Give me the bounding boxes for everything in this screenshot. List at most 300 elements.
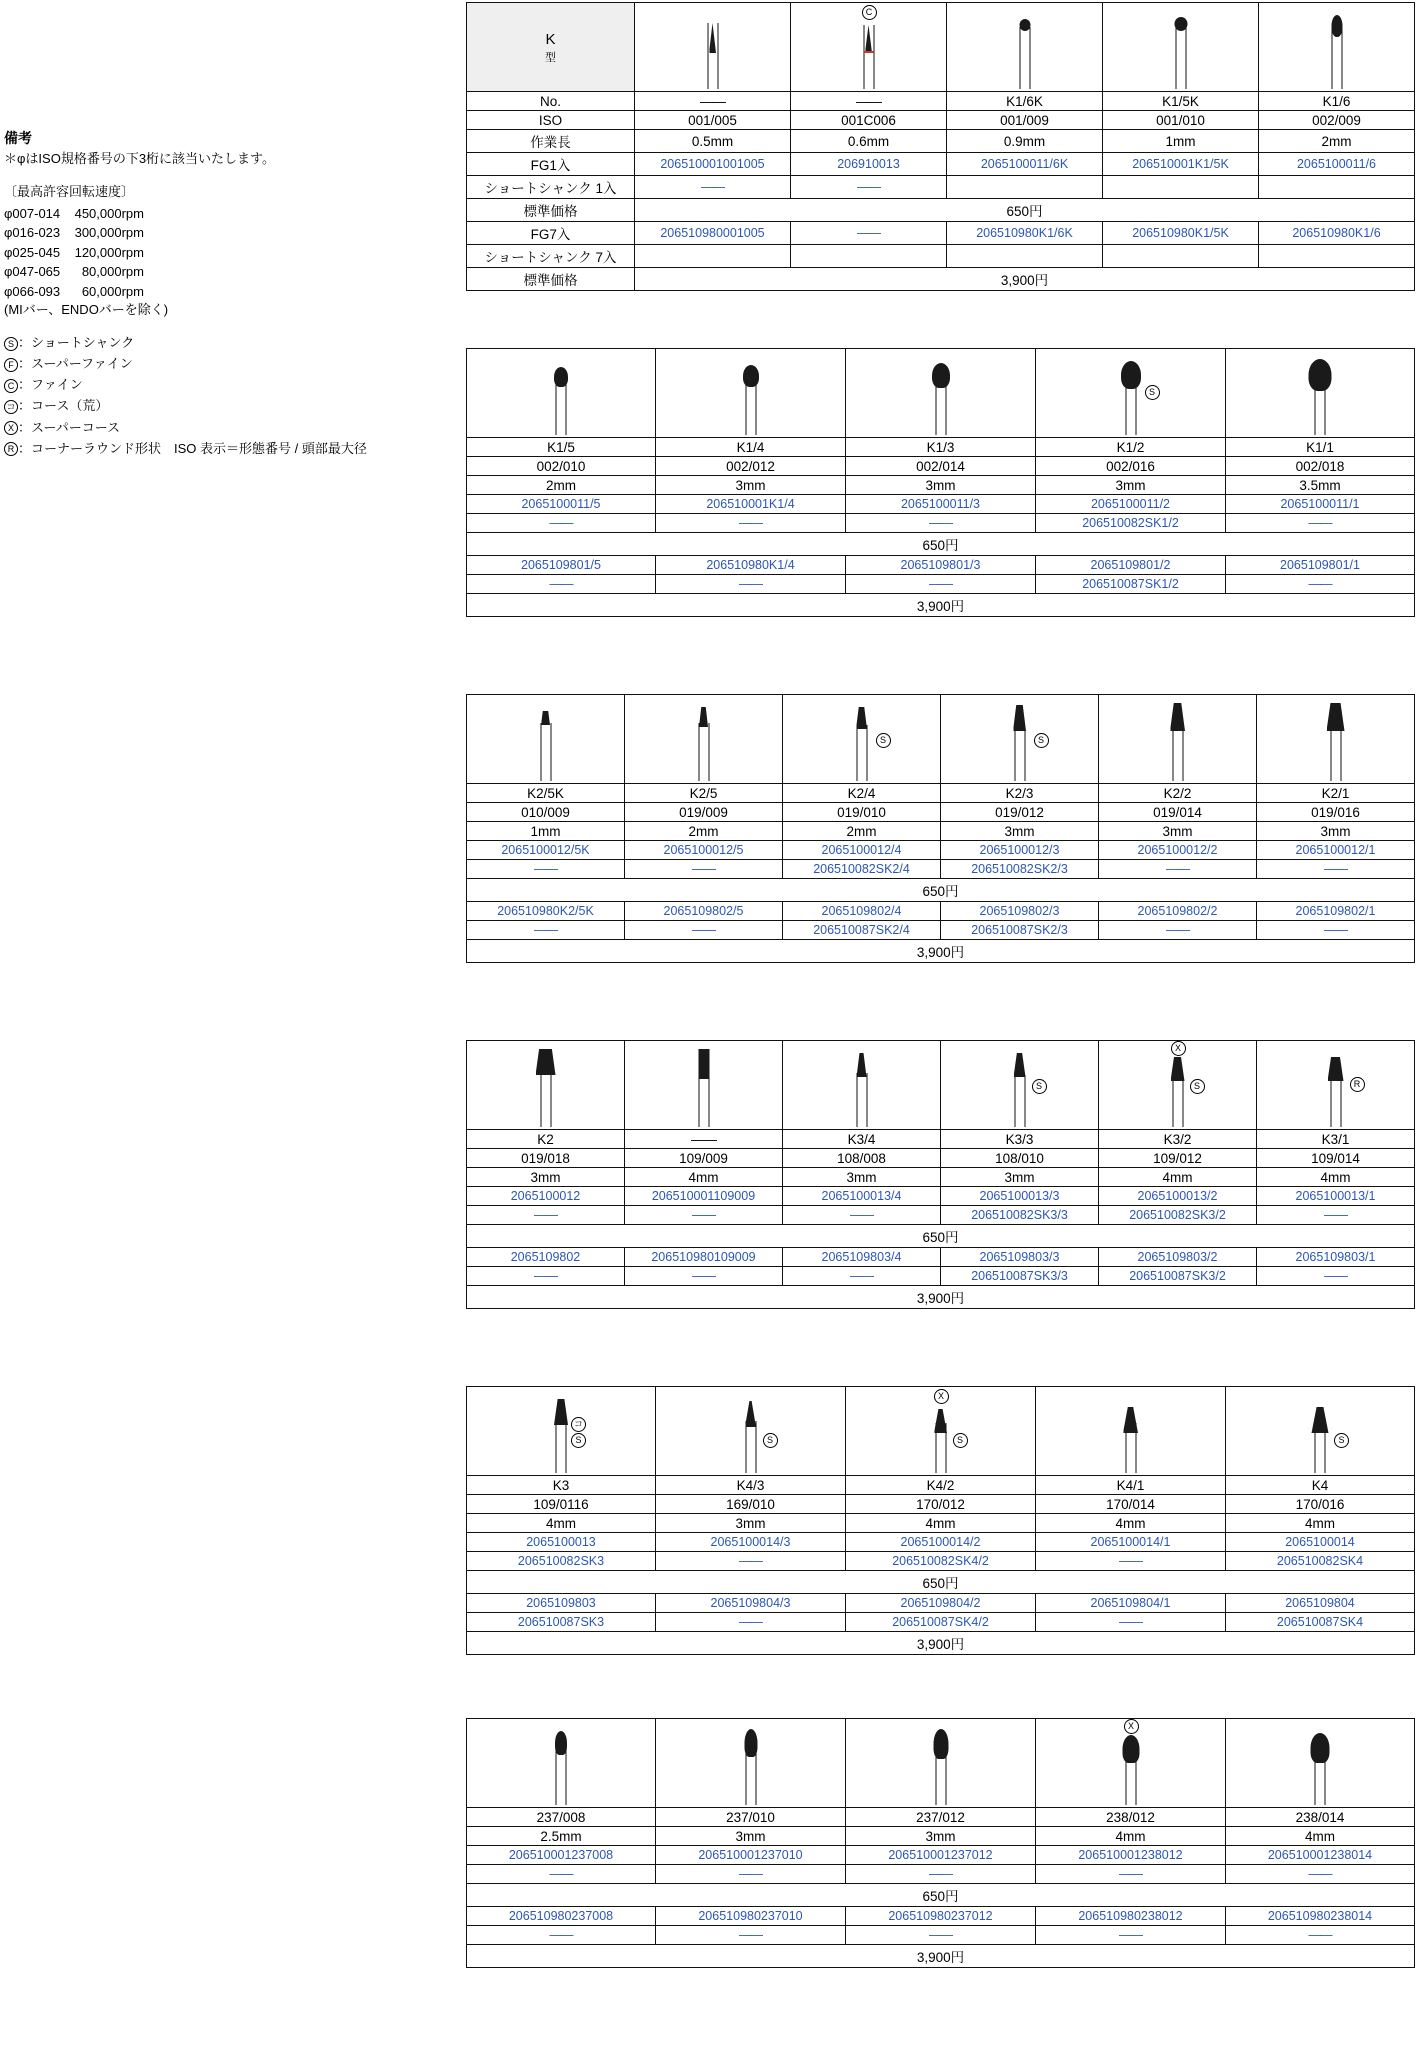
bur-image — [467, 695, 625, 784]
bur-image — [1226, 1719, 1415, 1808]
cell-code: —— — [791, 176, 947, 199]
table-k1-series — [466, 348, 1415, 617]
cell-iso: 237/010 — [656, 1808, 846, 1827]
short-shank-icon: S — [1032, 1079, 1047, 1094]
cell-iso: 109/0116 — [467, 1495, 656, 1514]
coarse-icon: コ — [571, 1417, 586, 1432]
cell-code[interactable]: 2065109802 — [467, 1248, 625, 1267]
cell-code[interactable]: 2065100014 — [1226, 1533, 1415, 1552]
cell-iso: 001/010 — [1103, 111, 1259, 130]
cell-code[interactable]: 206510001237010 — [656, 1846, 846, 1865]
cell-code[interactable]: 206510001238012 — [1036, 1846, 1226, 1865]
cell-length: 2mm — [783, 822, 941, 841]
row-label-iso: ISO — [467, 111, 635, 130]
cell-code[interactable]: 206510980K1/4 — [656, 556, 846, 575]
cell-iso: 002/010 — [467, 457, 656, 476]
speed-rpm-2: 120,000rpm — [74, 244, 144, 260]
cell-length: 2mm — [467, 476, 656, 495]
cell-no: K2/5 — [625, 784, 783, 803]
cell-code[interactable]: 2065100012/4 — [783, 841, 941, 860]
cell-code[interactable]: 206510087SK3/3 — [941, 1267, 1099, 1286]
cell-code[interactable]: 206510980238014 — [1226, 1907, 1415, 1926]
short-shank-icon: S — [876, 733, 891, 748]
short-shank-icon: S — [1145, 385, 1160, 400]
cell-code: —— — [783, 1267, 941, 1286]
price-3900: 3,900円 — [467, 1286, 1415, 1309]
cell-code[interactable]: 206910013 — [791, 153, 947, 176]
cell-empty — [1259, 245, 1415, 268]
cell-code[interactable]: 2065109803 — [467, 1594, 656, 1613]
cell-code[interactable]: 206510980238012 — [1036, 1907, 1226, 1926]
corner-round-icon: R — [4, 442, 18, 456]
cell-code[interactable]: 206510001001005 — [635, 153, 791, 176]
cell-code: —— — [783, 1206, 941, 1225]
price-3900: 3,900円 — [467, 1945, 1415, 1968]
speed-rpm-0: 450,000rpm — [74, 205, 144, 221]
cell-code[interactable]: 206510087SK3/2 — [1099, 1267, 1257, 1286]
fine-icon: C — [4, 379, 18, 393]
cell-code: —— — [1036, 1552, 1226, 1571]
cell-no: K3/1 — [1257, 1130, 1415, 1149]
cell-code[interactable]: 2065109801/3 — [846, 556, 1036, 575]
row-label-fg1: FG1入 — [467, 153, 635, 176]
cell-no: K3/2 — [1099, 1130, 1257, 1149]
short-shank-icon: S — [1190, 1079, 1205, 1094]
cell-iso: 170/012 — [846, 1495, 1036, 1514]
cell-code[interactable]: 2065100011/6 — [1259, 153, 1415, 176]
supercoarse-icon: X — [934, 1389, 949, 1404]
cell-code: —— — [1257, 1206, 1415, 1225]
cell-no: K4/1 — [1036, 1476, 1226, 1495]
cell-length: 3mm — [1257, 822, 1415, 841]
cell-no: K2/1 — [1257, 784, 1415, 803]
cell-code[interactable]: 2065100012/3 — [941, 841, 1099, 860]
bur-image — [941, 1041, 1099, 1130]
cell-code[interactable]: 2065100011/2 — [1036, 495, 1226, 514]
cell-iso: 010/009 — [467, 803, 625, 822]
cell-iso: 001/005 — [635, 111, 791, 130]
cell-length: 4mm — [1036, 1514, 1226, 1533]
speed-range-4: φ066-093 — [4, 283, 61, 299]
cell-length: 2mm — [1259, 130, 1415, 153]
cell-code[interactable]: 2065109803/3 — [941, 1248, 1099, 1267]
cell-iso: 002/018 — [1226, 457, 1415, 476]
cell-no: K2/2 — [1099, 784, 1257, 803]
legend-item-corner-round: R ：コーナーラウンド形状 ISO 表示＝形態番号 / 頭部最大径 — [4, 438, 344, 459]
table-k3-series — [466, 1040, 1415, 1309]
cell-code: —— — [467, 1926, 656, 1945]
table-237-238-series — [466, 1718, 1415, 1968]
bur-image — [1036, 1719, 1226, 1808]
cell-iso: 170/014 — [1036, 1495, 1226, 1514]
bur-image — [625, 1041, 783, 1130]
cell-length: 3mm — [783, 1168, 941, 1187]
cell-length: 3mm — [846, 476, 1036, 495]
cell-code[interactable]: 2065100013 — [467, 1533, 656, 1552]
cell-code: —— — [656, 1926, 846, 1945]
cell-code[interactable]: 2065109802/5 — [625, 902, 783, 921]
cell-no: K1/6 — [1259, 92, 1415, 111]
cell-code[interactable]: 206510087SK2/4 — [783, 921, 941, 940]
bur-image — [656, 1387, 846, 1476]
cell-no: K2/5K — [467, 784, 625, 803]
cell-code[interactable]: 206510082SK2/3 — [941, 860, 1099, 879]
supercoarse-icon: X — [1124, 1719, 1139, 1734]
cell-length: 4mm — [1226, 1514, 1415, 1533]
price-3900: 3,900円 — [467, 594, 1415, 617]
cell-code[interactable]: 206510082SK4/2 — [846, 1552, 1036, 1571]
cell-code[interactable]: 2065100014/2 — [846, 1533, 1036, 1552]
price-650: 650円 — [467, 1225, 1415, 1248]
notes-title: 備考 — [4, 130, 32, 146]
cell-empty — [1103, 176, 1259, 199]
price-650: 650円 — [467, 1884, 1415, 1907]
cell-code[interactable]: 2065100013/2 — [1099, 1187, 1257, 1206]
cell-no: K2 — [467, 1130, 625, 1149]
short-shank-icon: S — [4, 337, 18, 351]
cell-code: —— — [625, 860, 783, 879]
cell-code: —— — [1226, 575, 1415, 594]
cell-code: —— — [846, 575, 1036, 594]
cell-code[interactable]: 206510001237008 — [467, 1846, 656, 1865]
cell-code[interactable]: 206510980K1/6 — [1259, 222, 1415, 245]
cell-code: —— — [846, 1926, 1036, 1945]
price-3900: 3,900円 — [467, 940, 1415, 963]
speed-rpm-3: 80,000rpm — [81, 264, 144, 280]
cell-iso: 238/012 — [1036, 1808, 1226, 1827]
header-k-type: K 型 — [467, 3, 635, 92]
bur-image — [1099, 1041, 1257, 1130]
cell-code[interactable]: 206510980237010 — [656, 1907, 846, 1926]
speed-rpm-4: 60,000rpm — [81, 283, 144, 299]
table-k-series-1 — [466, 2, 1415, 291]
cell-code[interactable]: 206510980K2/5K — [467, 902, 625, 921]
cell-code[interactable]: 206510001K1/5K — [1103, 153, 1259, 176]
cell-empty — [791, 245, 947, 268]
row-label-shortshank7: ショートシャンク 7入 — [467, 245, 635, 268]
bur-image — [1259, 3, 1415, 92]
cell-code: —— — [1099, 921, 1257, 940]
cell-length: 3mm — [1099, 822, 1257, 841]
cell-code: —— — [467, 921, 625, 940]
cell-length: 3mm — [941, 822, 1099, 841]
cell-code[interactable]: 2065100014/3 — [656, 1533, 846, 1552]
cell-code: —— — [467, 1865, 656, 1884]
cell-iso: 019/009 — [625, 803, 783, 822]
cell-code: —— — [791, 222, 947, 245]
cell-length: 1mm — [1103, 130, 1259, 153]
price-3900: 3,900円 — [467, 1632, 1415, 1655]
cell-code: —— — [656, 575, 846, 594]
iso-note: ＊φはISO規格番号の下3桁に該当いたします。 — [4, 151, 276, 167]
cell-length: 4mm — [625, 1168, 783, 1187]
cell-iso: 170/016 — [1226, 1495, 1415, 1514]
fine-icon: C — [862, 5, 877, 20]
cell-code: —— — [467, 514, 656, 533]
legend-item-superfine: F ：スーパーファイン — [4, 353, 344, 374]
cell-no: K2/3 — [941, 784, 1099, 803]
cell-length: 0.6mm — [791, 130, 947, 153]
cell-code[interactable]: 206510980237012 — [846, 1907, 1036, 1926]
cell-iso: 109/012 — [1099, 1149, 1257, 1168]
row-label-price: 標準価格 — [467, 199, 635, 222]
legend-item-fine: C ：ファイン — [4, 374, 344, 395]
cell-no: K1/2 — [1036, 438, 1226, 457]
cell-length: 2.5mm — [467, 1827, 656, 1846]
cell-code[interactable]: 206510087SK4 — [1226, 1613, 1415, 1632]
cell-empty — [947, 245, 1103, 268]
cell-code[interactable]: 2065100014/1 — [1036, 1533, 1226, 1552]
cell-no: —— — [635, 92, 791, 111]
bur-image — [467, 1041, 625, 1130]
speed-rpm-1: 300,000rpm — [74, 225, 144, 241]
cell-code: —— — [1257, 860, 1415, 879]
cell-code[interactable]: 2065109801/2 — [1036, 556, 1226, 575]
cell-code[interactable]: 206510980K1/5K — [1103, 222, 1259, 245]
cell-code: —— — [467, 1206, 625, 1225]
cell-length: 4mm — [1257, 1168, 1415, 1187]
cell-code: —— — [625, 1267, 783, 1286]
cell-no: —— — [791, 92, 947, 111]
bur-image — [846, 1387, 1036, 1476]
cell-code: —— — [656, 514, 846, 533]
cell-iso: 237/008 — [467, 1808, 656, 1827]
cell-no: K1/6K — [947, 92, 1103, 111]
cell-code[interactable]: 2065109804/2 — [846, 1594, 1036, 1613]
superfine-icon: F — [4, 358, 18, 372]
cell-code[interactable]: 206510087SK2/3 — [941, 921, 1099, 940]
bur-image — [783, 1041, 941, 1130]
cell-code[interactable]: 206510087SK3 — [467, 1613, 656, 1632]
cell-iso: 002/014 — [846, 457, 1036, 476]
cell-code[interactable]: 206510001K1/4 — [656, 495, 846, 514]
short-shank-icon: S — [763, 1433, 778, 1448]
cell-code[interactable]: 2065109803/2 — [1099, 1248, 1257, 1267]
cell-code[interactable]: 206510082SK3/3 — [941, 1206, 1099, 1225]
cell-iso: 019/014 — [1099, 803, 1257, 822]
cell-length: 1mm — [467, 822, 625, 841]
supercoarse-icon: X — [4, 421, 18, 435]
cell-code[interactable]: 206510082SK4 — [1226, 1552, 1415, 1571]
cell-no: K3/3 — [941, 1130, 1099, 1149]
cell-iso: 019/016 — [1257, 803, 1415, 822]
bur-image — [947, 3, 1103, 92]
cell-code[interactable]: 2065100012 — [467, 1187, 625, 1206]
cell-code[interactable]: 2065109801/1 — [1226, 556, 1415, 575]
cell-code[interactable]: 2065109802/2 — [1099, 902, 1257, 921]
cell-no: K1/5K — [1103, 92, 1259, 111]
cell-code[interactable]: 206510087SK1/2 — [1036, 575, 1226, 594]
table-k4-series — [466, 1386, 1415, 1655]
cell-code[interactable]: 2065100012/2 — [1099, 841, 1257, 860]
cell-code[interactable]: 2065109803/4 — [783, 1248, 941, 1267]
cell-iso: 019/012 — [941, 803, 1099, 822]
cell-code: —— — [1099, 860, 1257, 879]
cell-code[interactable]: 2065109802/4 — [783, 902, 941, 921]
cell-code[interactable]: 2065109803/1 — [1257, 1248, 1415, 1267]
cell-length: 2mm — [625, 822, 783, 841]
cell-no: K4 — [1226, 1476, 1415, 1495]
cell-length: 0.5mm — [635, 130, 791, 153]
cell-code[interactable]: 2065100012/5K — [467, 841, 625, 860]
cell-iso: 109/014 — [1257, 1149, 1415, 1168]
row-label-shortshank1: ショートシャンク 1入 — [467, 176, 635, 199]
cell-code: —— — [846, 1865, 1036, 1884]
speed-range-3: φ047-065 — [4, 264, 61, 280]
table-k2-series — [466, 694, 1415, 963]
cell-code: —— — [1226, 1926, 1415, 1945]
legend-item-coarse: コ ：コース（荒） — [4, 395, 344, 416]
cell-code[interactable]: 2065100013/3 — [941, 1187, 1099, 1206]
cell-empty — [1103, 245, 1259, 268]
cell-no: K4/2 — [846, 1476, 1036, 1495]
cell-code[interactable]: 206510980001005 — [635, 222, 791, 245]
cell-code[interactable]: 2065100013/1 — [1257, 1187, 1415, 1206]
cell-iso: 002/012 — [656, 457, 846, 476]
row-label-no: No. — [467, 92, 635, 111]
bur-image — [783, 695, 941, 784]
cell-code: —— — [1036, 1613, 1226, 1632]
cell-code[interactable]: 206510001238014 — [1226, 1846, 1415, 1865]
cell-code: —— — [467, 860, 625, 879]
bur-image — [1226, 349, 1415, 438]
cell-code[interactable]: 206510001237012 — [846, 1846, 1036, 1865]
legend-item-supercoarse: X ：スーパーコース — [4, 417, 344, 438]
legend-item-short-shank: S ：ショートシャンク — [4, 332, 344, 353]
cell-code[interactable]: 206510980109009 — [625, 1248, 783, 1267]
price-650: 650円 — [467, 533, 1415, 556]
cell-code[interactable]: 206510082SK2/4 — [783, 860, 941, 879]
cell-code: —— — [635, 176, 791, 199]
cell-iso: 108/010 — [941, 1149, 1099, 1168]
cell-code[interactable]: 206510980K1/6K — [947, 222, 1103, 245]
cell-no: K2/4 — [783, 784, 941, 803]
bur-image — [1226, 1387, 1415, 1476]
cell-length: 3mm — [941, 1168, 1099, 1187]
cell-code[interactable]: 2065100012/5 — [625, 841, 783, 860]
cell-iso: 108/008 — [783, 1149, 941, 1168]
corner-round-icon: R — [1350, 1077, 1365, 1092]
cell-code[interactable]: 206510001109009 — [625, 1187, 783, 1206]
cell-length: 4mm — [1036, 1827, 1226, 1846]
row-label-worklength: 作業長 — [467, 130, 635, 153]
cell-empty — [947, 176, 1103, 199]
bur-image — [625, 695, 783, 784]
bur-image — [1257, 1041, 1415, 1130]
short-shank-icon: S — [571, 1433, 586, 1448]
cell-iso: 001/009 — [947, 111, 1103, 130]
short-shank-icon: S — [1334, 1433, 1349, 1448]
price-650: 650円 — [467, 1571, 1415, 1594]
cell-empty — [635, 245, 791, 268]
speed-range-1: φ016-023 — [4, 225, 61, 241]
cell-length: 3mm — [656, 1827, 846, 1846]
cell-length: 4mm — [846, 1514, 1036, 1533]
cell-code: —— — [656, 1865, 846, 1884]
speed-range-2: φ025-045 — [4, 244, 61, 260]
cell-length: 4mm — [1099, 1168, 1257, 1187]
cell-code: —— — [1226, 514, 1415, 533]
cell-code[interactable]: 206510082SK3/2 — [1099, 1206, 1257, 1225]
cell-code[interactable]: 2065109804/3 — [656, 1594, 846, 1613]
cell-no: K1/4 — [656, 438, 846, 457]
cell-iso: 002/009 — [1259, 111, 1415, 130]
cell-code: —— — [625, 1206, 783, 1225]
bur-image — [1036, 1387, 1226, 1476]
exclusion-note: (MIバー、ENDOバーを除く) — [4, 302, 169, 318]
bur-image — [941, 695, 1099, 784]
bur-image — [467, 349, 656, 438]
cell-length: 3mm — [1036, 476, 1226, 495]
bur-image — [656, 1719, 846, 1808]
cell-length: 4mm — [1226, 1827, 1415, 1846]
short-shank-icon: S — [1034, 733, 1049, 748]
cell-length: 0.9mm — [947, 130, 1103, 153]
cell-code: —— — [1257, 921, 1415, 940]
cell-code[interactable]: 2065109804 — [1226, 1594, 1415, 1613]
price-650: 650円 — [635, 199, 1415, 222]
cell-code[interactable]: 206510980237008 — [467, 1907, 656, 1926]
bur-image — [1103, 3, 1259, 92]
cell-iso: 237/012 — [846, 1808, 1036, 1827]
cell-code: —— — [467, 1267, 625, 1286]
cell-iso: 109/009 — [625, 1149, 783, 1168]
short-shank-icon: S — [953, 1433, 968, 1448]
cell-no: K3/4 — [783, 1130, 941, 1149]
cell-empty — [1259, 176, 1415, 199]
cell-no: K4/3 — [656, 1476, 846, 1495]
cell-iso: 002/016 — [1036, 457, 1226, 476]
cell-code[interactable]: 2065100011/3 — [846, 495, 1036, 514]
cell-code[interactable]: 2065109801/5 — [467, 556, 656, 575]
legend-list — [4, 332, 367, 458]
cell-length: 4mm — [467, 1514, 656, 1533]
cell-code: —— — [1036, 1926, 1226, 1945]
cell-length: 3mm — [467, 1168, 625, 1187]
cell-code[interactable]: 2065100011/6K — [947, 153, 1103, 176]
bur-image — [846, 1719, 1036, 1808]
bur-image — [846, 349, 1036, 438]
cell-code[interactable]: 206510087SK4/2 — [846, 1613, 1036, 1632]
row-label-fg7: FG7入 — [467, 222, 635, 245]
cell-code[interactable]: 2065109802/3 — [941, 902, 1099, 921]
speed-list — [4, 204, 344, 302]
cell-iso: 019/018 — [467, 1149, 625, 1168]
cell-code[interactable]: 2065109804/1 — [1036, 1594, 1226, 1613]
cell-code: —— — [656, 1552, 846, 1571]
bur-image — [1099, 695, 1257, 784]
cell-no: K3 — [467, 1476, 656, 1495]
cell-iso: 169/010 — [656, 1495, 846, 1514]
cell-no: K1/5 — [467, 438, 656, 457]
cell-length: 3.5mm — [1226, 476, 1415, 495]
cell-code: —— — [1036, 1865, 1226, 1884]
bur-image — [1257, 695, 1415, 784]
supercoarse-icon: X — [1171, 1041, 1186, 1056]
cell-length: 3mm — [656, 476, 846, 495]
cell-code[interactable]: 2065100013/4 — [783, 1187, 941, 1206]
bur-image — [635, 3, 791, 92]
coarse-icon: コ — [4, 400, 18, 414]
cell-code[interactable]: 2065109802/1 — [1257, 902, 1415, 921]
cell-code: —— — [846, 514, 1036, 533]
cell-code[interactable]: 2065100012/1 — [1257, 841, 1415, 860]
cell-code[interactable]: 2065100011/5 — [467, 495, 656, 514]
speed-section-title: 〔最高許容回転速度〕 — [4, 184, 135, 200]
cell-code[interactable]: 206510082SK1/2 — [1036, 514, 1226, 533]
cell-code[interactable]: 2065100011/1 — [1226, 495, 1415, 514]
cell-code[interactable]: 206510082SK3 — [467, 1552, 656, 1571]
